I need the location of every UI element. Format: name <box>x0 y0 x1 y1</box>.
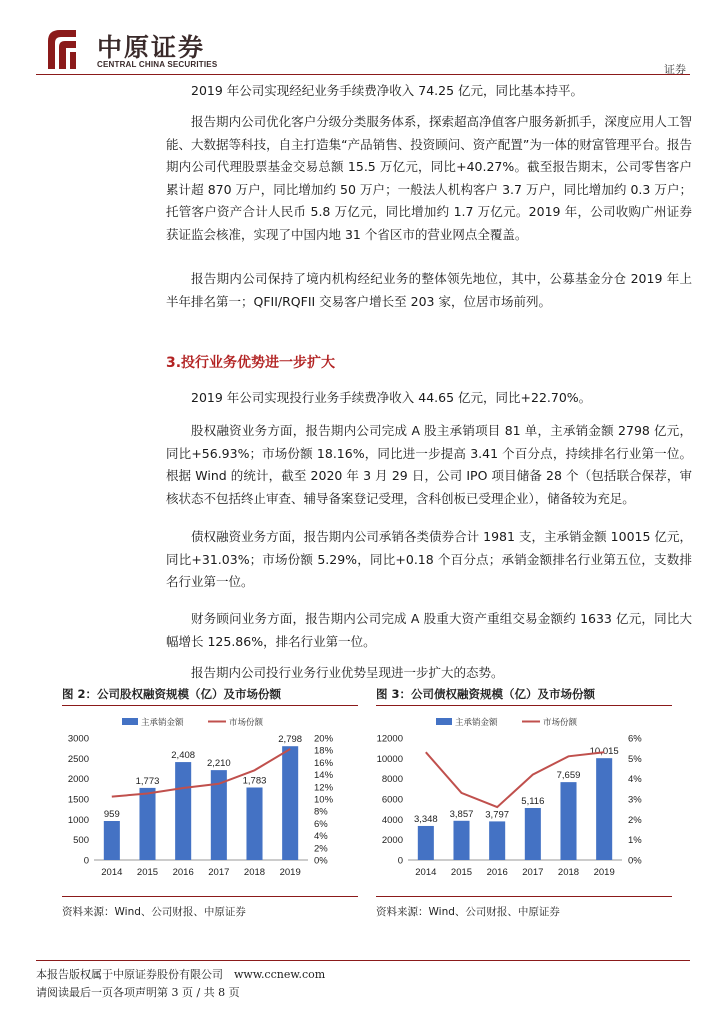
x-tick-label: 2018 <box>243 867 266 878</box>
y-right-tick-label: 18% <box>314 745 334 757</box>
bar <box>596 758 612 860</box>
y-right-tick-label: 1% <box>628 835 642 847</box>
x-tick-label: 2019 <box>279 867 301 878</box>
paragraph-financial-advisory: 财务顾问业务方面，报告期内公司完成 A 股重大资产重组交易金额约 1633 亿元，同比大幅增长 125.86%，排名行业第一位。 <box>166 611 692 649</box>
bar <box>489 821 505 860</box>
x-tick-label: 2019 <box>593 867 615 878</box>
y-left-tick-label: 12000 <box>376 733 403 745</box>
section-title-investment-banking: 3.投行业务优势进一步扩大 <box>166 355 336 371</box>
y-right-tick-label: 0% <box>628 855 642 867</box>
x-tick-label: 2015 <box>450 867 473 878</box>
y-left-tick-label: 2000 <box>381 835 403 847</box>
x-tick-label: 2014 <box>101 867 123 878</box>
figure-3-bottom-rule <box>376 896 672 897</box>
figure-2-top-rule <box>62 705 358 706</box>
bar <box>418 826 434 860</box>
logo-text-cn: 中原证券 <box>97 33 206 62</box>
y-right-tick-label: 20% <box>314 733 334 745</box>
y-left-tick-label: 6000 <box>381 794 403 806</box>
figure-3-chart <box>372 708 676 894</box>
paragraph-debt-financing: 债权融资业务方面，报告期内公司承销各类债券合计 1981 支，主承销金额 10015 亿元，同比+31.03%；市场份额 5.29%，同比+0.18 个百分点；承销金额排名行业第五位，支数排名行业第一位。 <box>166 529 692 589</box>
y-left-tick-label: 1500 <box>67 794 89 806</box>
bar <box>525 808 541 860</box>
legend-bar-swatch <box>436 718 452 725</box>
paragraph-ib-summary: 报告期内公司投行业务行业优势呈现进一步扩大的态势。 <box>191 665 504 680</box>
y-right-tick-label: 16% <box>314 757 334 769</box>
figure-3-title: 图 3：公司债权融资规模（亿）及市场份额 <box>376 687 596 701</box>
bar-value-label: 3,348 <box>413 813 438 825</box>
y-left-tick-label: 3000 <box>67 733 89 745</box>
paragraph-brokerage-income: 2019 年公司实现经纪业务手续费净收入 74.25 亿元，同比基本持平。 <box>191 83 584 98</box>
bar-value-label: 2,408 <box>171 750 196 762</box>
x-tick-label: 2017 <box>208 867 230 878</box>
footer-copyright: 本报告版权属于中原证券股份有限公司 www.ccnew.com <box>36 968 326 981</box>
bar-value-label: 10,015 <box>589 746 619 758</box>
figure-2-bottom-rule <box>62 896 358 897</box>
y-left-tick-label: 2000 <box>67 774 89 786</box>
x-tick-label: 2016 <box>172 867 194 878</box>
y-right-tick-label: 8% <box>314 806 328 818</box>
header-category: 证券 <box>664 63 686 76</box>
y-right-tick-label: 4% <box>314 831 328 843</box>
y-left-tick-label: 0 <box>83 855 89 867</box>
legend-line-label: 市场份额 <box>229 717 264 727</box>
legend-line-label: 市场份额 <box>543 717 578 727</box>
y-right-tick-label: 6% <box>314 818 328 830</box>
y-left-tick-label: 2500 <box>67 753 89 765</box>
legend-bar-swatch <box>122 718 138 725</box>
y-right-tick-label: 14% <box>314 770 334 782</box>
bar-value-label: 2,210 <box>206 758 231 770</box>
figure-3-source: 资料来源：Wind、公司财报、中原证券 <box>376 906 560 918</box>
y-right-tick-label: 3% <box>628 794 642 806</box>
header-divider <box>36 74 690 75</box>
logo-text-en: CENTRAL CHINA SECURITIES <box>97 60 218 69</box>
legend-bar-label: 主承销金额 <box>141 717 184 727</box>
x-tick-label: 2018 <box>557 867 580 878</box>
y-left-tick-label: 10000 <box>376 753 403 765</box>
y-left-tick-label: 500 <box>73 835 89 847</box>
y-right-tick-label: 4% <box>628 774 642 786</box>
y-left-tick-label: 4000 <box>381 814 403 826</box>
bar-value-label: 3,797 <box>485 809 510 821</box>
paragraph-equity-financing: 股权融资业务方面，报告期内公司完成 A 股主承销项目 81 单，主承销金额 2798 亿元，同比+56.93%；市场份额 18.16%，同比进一步提高 3.41 个百分点，持续排名行业第一位。根据 Wind 的统计，截至 2020 年 3 月 29 日，公司 IPO 项目储备 28 个（包括联合保荐，审核状态不包括终止审查、辅导备案登记受理，含科创板已受理企业），储备较为充足。 <box>166 423 692 506</box>
bar <box>175 762 191 860</box>
y-right-tick-label: 0% <box>314 855 328 867</box>
bar-value-label: 2,798 <box>278 734 303 746</box>
y-right-tick-label: 12% <box>314 782 334 794</box>
paragraph-institutional-brokerage: 报告期内公司保持了境内机构经纪业务的整体领先地位，其中，公募基金分仓 2019 年上半年排名第一；QFII/RQFII 交易客户增长至 203 家，位居市场前列。 <box>166 271 692 309</box>
bar-value-label: 959 <box>103 809 120 821</box>
y-left-tick-label: 0 <box>397 855 403 867</box>
bar <box>246 787 262 860</box>
y-left-tick-label: 1000 <box>67 814 89 826</box>
y-right-tick-label: 10% <box>314 794 334 806</box>
paragraph-ib-income: 2019 年公司实现投行业务手续费净收入 44.65 亿元，同比+22.70%。 <box>191 390 592 405</box>
y-right-tick-label: 5% <box>628 753 642 765</box>
x-tick-label: 2014 <box>415 867 437 878</box>
bar-value-label: 5,116 <box>521 795 545 807</box>
bar-value-label: 7,659 <box>556 770 581 782</box>
figure-3-top-rule <box>376 705 672 706</box>
bar-value-label: 3,857 <box>449 808 474 820</box>
bar <box>282 746 298 860</box>
y-right-tick-label: 2% <box>314 843 328 855</box>
x-tick-label: 2016 <box>486 867 508 878</box>
market-share-line <box>112 749 290 797</box>
y-right-tick-label: 2% <box>628 814 642 826</box>
bar-value-label: 1,783 <box>242 775 267 787</box>
page-header <box>0 0 724 78</box>
bar-value-label: 1,773 <box>135 775 160 787</box>
bar <box>139 788 155 860</box>
figure-2-title: 图 2：公司股权融资规模（亿）及市场份额 <box>62 687 282 701</box>
x-tick-label: 2015 <box>136 867 159 878</box>
figure-2-chart <box>58 708 362 894</box>
footer-page-info: 请阅读最后一页各项声明第 3 页 / 共 8 页 <box>36 986 240 999</box>
footer-divider <box>36 960 690 961</box>
bar <box>453 821 469 860</box>
x-tick-label: 2017 <box>522 867 544 878</box>
legend-bar-label: 主承销金额 <box>455 717 498 727</box>
y-left-tick-label: 8000 <box>381 774 403 786</box>
logo-icon <box>46 27 78 71</box>
paragraph-wealth-management: 报告期内公司优化客户分级分类服务体系，探索超高净值客户服务新抓手，深度应用人工智能、大数据等科技，自主打造集“产品销售、投资顾问、资产配置”为一体的财富管理平台。报告期内公司代理股票基金交易总额 15.5 万亿元，同比+40.27%。截至报告期末，公司零售客户累计超 870 万户，同比增加约 50 万户；一般法人机构客户 3.7 万户，同比增加约 0.3 万户；托管客户资产合计人民币 5.8 万亿元，同比增加约 1.7 万亿元。2019 年，公司收购广州证券获证监会核准，实现了中国内地 31 个省区市的营业网点全覆盖。 <box>166 114 692 242</box>
y-right-tick-label: 6% <box>628 733 642 745</box>
bar <box>560 782 576 860</box>
figure-2-source: 资料来源：Wind、公司财报、中原证券 <box>62 906 246 918</box>
bar <box>104 821 120 860</box>
